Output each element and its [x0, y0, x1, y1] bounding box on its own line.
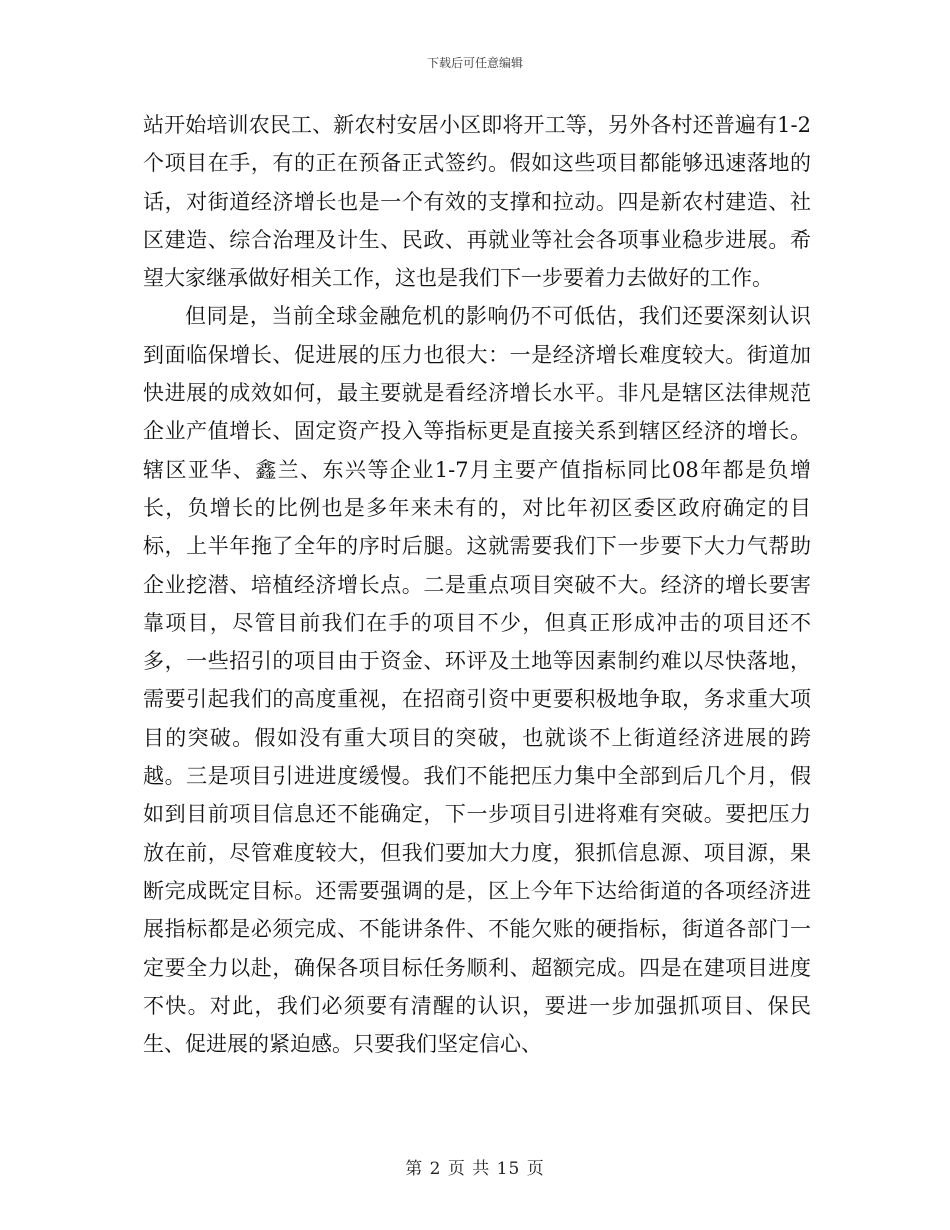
- page-header: 下载后可任意编辑: [426, 56, 523, 70]
- document-body: [143, 106, 811, 1063]
- paragraph-2: 但同是，当前全球金融危机的影响仍不可低估，我们还要深刻认识到面临保增长、促进展的压力也很大：一是经济增长难度较大。街道加快进展的成效如何，最主要就是看经济增长水平。非凡是辖区法律规范企业产值增长、固定资产投入等指标更是直接关系到辖区经济的增长。辖区亚华、鑫兰、东兴等企业1-7月主要产值指标同比08年都是负增长，负增长的比例也是多年来未有的，对比年初区委区政府确定的目标，上半年拖了全年的序时后腿。这就需要我们下一步要下大力气帮助企业挖潜、培植经济增长点。二是重点项目突破不大。经济的增长要害靠项目，尽管目前我们在手的项目不少，但真正形成冲击的项目还不多，一些招引的项目由于资金、环评及土地等因素制约难以尽快落地，需要引起我们的高度重视，在招商引资中更要积极地争取，务求重大项目的突破。假如没有重大项目的突破，也就谈不上街道经济进展的跨越。三是项目引进进度缓慢。我们不能把压力集中全部到后几个月，假如到目前项目信息还不能确定，下一步项目引进将难有突破。要把压力放在前，尽管难度较大，但我们要加大力度，狠抓信息源、项目源，果断完成既定目标。还需要强调的是，区上今年下达给街道的各项经济进展指标都是必须完成、不能讲条件、不能欠账的硬指标，街道各部门一定要全力以赴，确保各项目标任务顺利、超额完成。四是在建项目进度不快。对此，我们必须要有清醒的认识，要进一步加强抓项目、保民生、促进展的紧迫感。只要我们坚定信心、: [143, 304, 811, 1057]
- paragraph-1: 站开始培训农民工、新农村安居小区即将开工等，另外各村还普遍有1-2个项目在手，有的正在预备正式签约。假如这些项目都能够迅速落地的话，对街道经济增长也是一个有效的支撑和拉动。四是新农村建造、社区建造、综合治理及计生、民政、再就业等社会各项事业稳步进展。希望大家继承做好相关工作，这也是我们下一步要着力去做好的工作。: [143, 113, 811, 291]
- page-number-footer: 第 2 页 共 15 页: [405, 1159, 545, 1179]
